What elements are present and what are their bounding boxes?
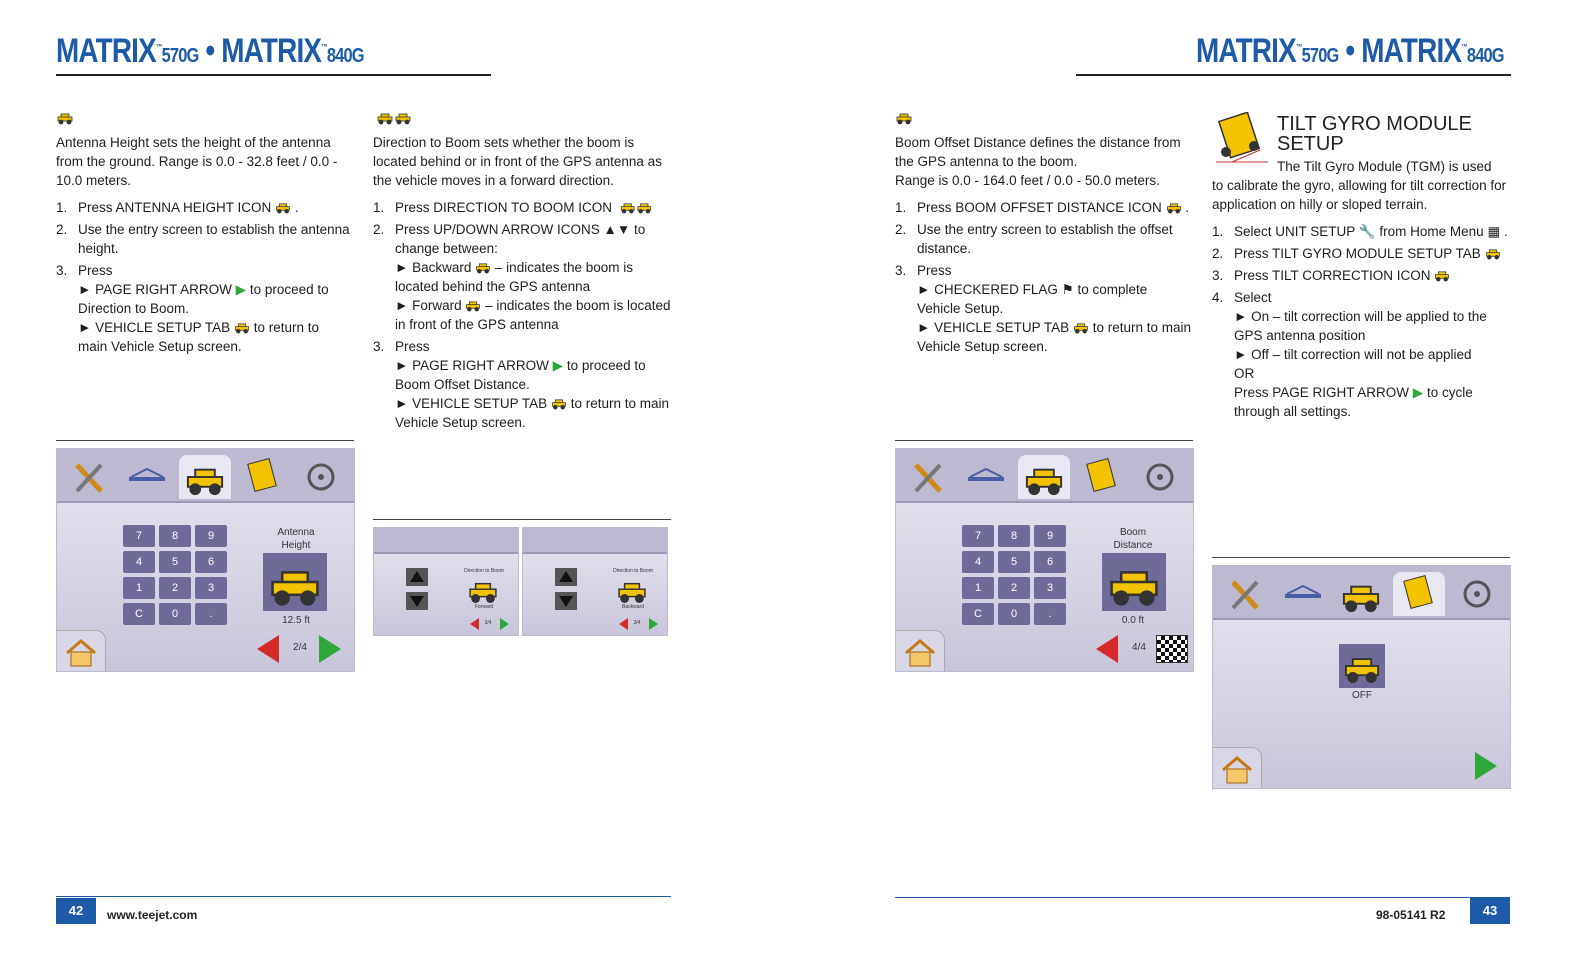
figure-rule: [56, 440, 354, 441]
antenna-height-icon: [56, 112, 74, 125]
checkered-flag-button[interactable]: [1156, 635, 1188, 663]
keypad-key[interactable]: 1: [123, 577, 155, 599]
antenna-height-screen: [56, 448, 355, 672]
page-number-right: 43: [1470, 898, 1510, 924]
keypad-key[interactable]: C: [962, 603, 994, 625]
keypad-key[interactable]: 0: [998, 603, 1030, 625]
keypad-key[interactable]: 6: [195, 551, 227, 573]
home-menu-icon: ▦: [1487, 224, 1501, 239]
step-1: 1. Press BOOM OFFSET DISTANCE ICON .: [895, 200, 1190, 215]
backward-illustration: [617, 580, 647, 604]
tab-tilt-gyro[interactable]: [237, 455, 289, 499]
keypad-key[interactable]: .: [195, 603, 227, 625]
mini-title: Direction to Boom: [464, 568, 504, 574]
down-arrow-button[interactable]: [555, 592, 577, 610]
step-3: 3. Press ► PAGE RIGHT ARROW ▶ to proceed to Direction to Boom. ► VEHICLE SETUP TAB to return to main Vehicle Setup screen.: [56, 263, 329, 354]
col-antenna-height: [56, 133, 351, 359]
keypad-key[interactable]: 4: [962, 551, 994, 573]
figure-rule: [895, 440, 1193, 441]
step-3: 3. Press TILT CORRECTION ICON: [1212, 266, 1512, 285]
antenna-height-intro: Antenna Height sets the height of the antenna from the ground. Range is 0.0 - 32.8 feet / 0.0 - 10.0 meters.: [56, 135, 338, 188]
figure-rule: [373, 519, 671, 520]
keypad-key[interactable]: .: [1034, 603, 1066, 625]
forward-icon: [465, 300, 481, 312]
up-arrow-button[interactable]: [555, 568, 577, 586]
tab-unit-setup[interactable]: [63, 455, 115, 499]
step-4: 4. Select ► On – tilt correction will be applied to the GPS antenna position ► Off – tilt correction will not be applied OR Press PAGE RIGHT ARROW ▶ to cycle through all settings.: [1212, 290, 1487, 419]
keypad-key[interactable]: C: [123, 603, 155, 625]
step-2: 2. Press TILT GYRO MODULE SETUP TAB: [1212, 244, 1512, 263]
page-number-left: 42: [56, 898, 96, 924]
step-3: 3. Press ► CHECKERED FLAG ⚑ to complete Vehicle Setup. ► VEHICLE SETUP TAB to return to main Vehicle Setup screen.: [895, 263, 1191, 354]
tab-steering[interactable]: [1134, 455, 1186, 499]
boom-distance-illustration: [1102, 553, 1166, 611]
screen-label-1: Antenna: [277, 527, 315, 538]
header-rule-left: [56, 74, 491, 76]
antenna-height-icon: [275, 202, 291, 214]
home-button[interactable]: [896, 630, 945, 671]
tab-steering[interactable]: [295, 455, 347, 499]
vehicle-setup-tab-icon: [234, 322, 250, 334]
keypad-key[interactable]: 0: [159, 603, 191, 625]
boom-offset-range: Range is 0.0 - 164.0 feet / 0.0 - 50.0 meters.: [895, 173, 1160, 188]
antenna-height-illustration: [263, 553, 327, 611]
tilt-gyro-intro: The Tilt Gyro Module (TGM) is used to calibrate the gyro, allowing for tilt correction for application on hilly or sloped terrain.: [1212, 159, 1507, 212]
boom-offset-icon: [895, 112, 913, 125]
home-button[interactable]: [57, 630, 106, 671]
up-arrow-button[interactable]: [406, 568, 428, 586]
page-right-arrow[interactable]: [1475, 752, 1497, 780]
tab-boom-setup[interactable]: [960, 455, 1012, 499]
step-2: 2. Press UP/DOWN ARROW ICONS ▲▼ to change between: ► Backward – indicates the boom is located behind the GPS antenna ► Forward – indicates the boom is located in front of the GPS antenna: [373, 222, 671, 332]
tilt-gyro-title: TILT GYRO MODULE SETUP: [1277, 113, 1472, 155]
mini-page: 3/4: [633, 620, 641, 626]
keypad-key[interactable]: 4: [123, 551, 155, 573]
tab-vehicle-setup[interactable]: [179, 455, 231, 499]
direction-to-boom-icon: [616, 202, 656, 214]
boom-offset-intro: Boom Offset Distance defines the distance from the GPS antenna to the boom.: [895, 135, 1181, 169]
mini-right-arrow[interactable]: [649, 618, 658, 630]
mini-title: Direction to Boom: [613, 568, 653, 574]
mini-page: 3/4: [484, 620, 492, 626]
keypad-key[interactable]: 8: [998, 525, 1030, 547]
col-direction-to-boom: [373, 133, 673, 435]
tilt-gyro-tab-icon: [1485, 248, 1501, 260]
page-left-arrow[interactable]: [257, 635, 279, 663]
tab-unit-setup[interactable]: [1219, 572, 1271, 616]
tab-tilt-gyro[interactable]: [1076, 455, 1128, 499]
col-boom-offset: [895, 133, 1193, 359]
mini-forward-label: Forward: [474, 604, 494, 610]
keypad-key[interactable]: 7: [123, 525, 155, 547]
brand-header-right: MATRIX™570G • MATRIX™840G: [1196, 32, 1504, 70]
tilt-correction-icon: [1434, 270, 1450, 282]
tab-bar: [523, 528, 667, 554]
figure-rule: [1212, 557, 1510, 558]
page-right-arrow-icon: ▶: [235, 282, 247, 297]
tab-bar: [374, 528, 518, 554]
page-indicator: 2/4: [293, 642, 307, 653]
keypad-key[interactable]: 8: [159, 525, 191, 547]
keypad-key[interactable]: 5: [998, 551, 1030, 573]
mini-left-arrow[interactable]: [470, 618, 479, 630]
step-1: 1. Press ANTENNA HEIGHT ICON .: [56, 200, 299, 215]
step-1: 1. Select UNIT SETUP 🔧 from Home Menu ▦ .: [1212, 224, 1508, 239]
checkered-flag-icon: ⚑: [1061, 282, 1074, 297]
tab-vehicle-setup[interactable]: [1335, 572, 1387, 616]
keypad-key[interactable]: 2: [998, 577, 1030, 599]
step-2: 2. Use the entry screen to establish the antenna height.: [56, 222, 350, 256]
page-indicator: 4/4: [1132, 642, 1146, 653]
keypad-key[interactable]: 3: [1034, 577, 1066, 599]
keypad-key[interactable]: 1: [962, 577, 994, 599]
keypad-key[interactable]: 9: [195, 525, 227, 547]
footer-doc-number: 98-05141 R2: [1376, 908, 1446, 922]
footer-rule-right: [895, 897, 1510, 898]
direction-intro: Direction to Boom sets whether the boom is located behind or in front of the GPS antenna as the vehicle moves in a forward direction.: [373, 135, 662, 188]
backward-icon: [475, 262, 491, 274]
page-left-arrow[interactable]: [1096, 635, 1118, 663]
keypad-key[interactable]: 9: [1034, 525, 1066, 547]
keypad-key[interactable]: 3: [195, 577, 227, 599]
unit-setup-icon: 🔧: [1358, 224, 1376, 239]
mini-backward-label: Backward: [622, 604, 644, 610]
col-tilt-gyro: [1212, 157, 1512, 424]
tilt-correction-value: OFF: [1352, 690, 1372, 701]
direction-forward-screen: [373, 527, 519, 636]
tab-boom-setup[interactable]: [1277, 572, 1329, 616]
screen-label-1: Boom: [1119, 527, 1147, 538]
tab-boom-setup[interactable]: [121, 455, 173, 499]
antenna-height-value: 12.5 ft: [282, 615, 310, 626]
boom-offset-screen: [895, 448, 1194, 672]
tab-bar: [1213, 566, 1510, 620]
page-right-arrow[interactable]: [319, 635, 341, 663]
step-3: 3. Press ► PAGE RIGHT ARROW ▶ to proceed to Boom Offset Distance. ► VEHICLE SETUP TAB to return to main Vehicle Setup screen.: [373, 339, 669, 430]
keypad-key[interactable]: 6: [1034, 551, 1066, 573]
vehicle-setup-tab-icon: [551, 398, 567, 410]
mini-right-arrow[interactable]: [500, 618, 509, 630]
page-right-arrow-icon: ▶: [1412, 385, 1424, 400]
header-rule-right: [1076, 74, 1511, 76]
tab-bar: [57, 449, 354, 503]
up-down-arrow-icon: ▲▼: [603, 222, 631, 237]
footer-url: www.teejet.com: [107, 908, 198, 922]
keypad-key[interactable]: 7: [962, 525, 994, 547]
tab-bar: [896, 449, 1193, 503]
down-arrow-button[interactable]: [406, 592, 428, 610]
tilt-correction-button[interactable]: [1339, 644, 1385, 688]
page-right-arrow-icon: ▶: [552, 358, 564, 373]
tab-vehicle-setup[interactable]: [1018, 455, 1070, 499]
mini-left-arrow[interactable]: [619, 618, 628, 630]
tab-tilt-gyro[interactable]: [1393, 572, 1445, 616]
tab-unit-setup[interactable]: [902, 455, 954, 499]
direction-to-boom-icon: [373, 112, 415, 125]
direction-backward-screen: [522, 527, 668, 636]
vehicle-setup-tab-icon: [1073, 322, 1089, 334]
screen-label-2: Height: [281, 540, 311, 551]
step-2: 2. Use the entry screen to establish the offset distance.: [895, 222, 1173, 256]
keypad-key[interactable]: 2: [159, 577, 191, 599]
tilt-gyro-screen: [1212, 565, 1511, 789]
footer-rule-left: [56, 896, 671, 897]
brand-header-left: MATRIX™570G • MATRIX™840G: [56, 32, 364, 70]
boom-distance-value: 0.0 ft: [1121, 615, 1145, 626]
screen-label-2: Distance: [1113, 540, 1153, 551]
step-1: 1. Press DIRECTION TO BOOM ICON: [373, 198, 673, 217]
boom-offset-icon: [1166, 202, 1182, 214]
forward-illustration: [468, 580, 498, 604]
keypad-key[interactable]: 5: [159, 551, 191, 573]
home-button[interactable]: [1213, 747, 1262, 788]
tab-steering[interactable]: [1451, 572, 1503, 616]
